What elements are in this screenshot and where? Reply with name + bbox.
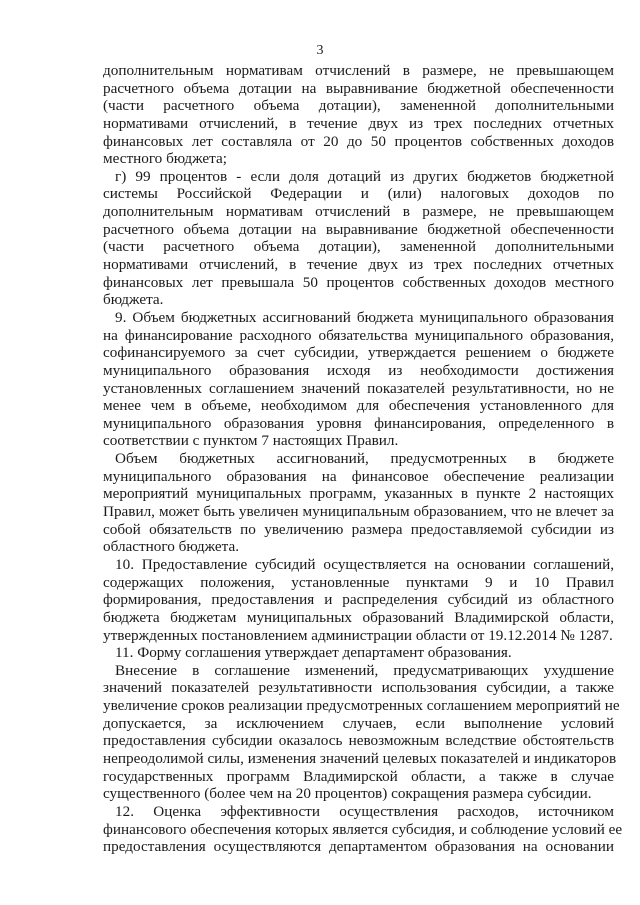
text-line: 9. Объем бюджетных ассигнований бюджета муниципального образования xyxy=(115,308,614,326)
text-line: Правил, может быть увеличен муниципальным образованием, что не влечет за xyxy=(103,503,614,521)
text-line: системы Российской Федерации и (или) налоговых доходов по xyxy=(103,185,614,203)
text-line: Объем бюджетных ассигнований, предусмотренных в бюджете xyxy=(115,450,614,468)
text-line: финансового обеспечения которых является субсидия, и соблюдение условий ее xyxy=(103,820,623,838)
text-line: непреодолимой силы, изменения значений целевых показателей и индикаторов xyxy=(103,749,617,767)
text-line: дополнительным нормативам отчислений в размере, не превышающем xyxy=(103,203,614,221)
text-line: менее чем в объеме, необходимом для обеспечения установленного для xyxy=(103,397,614,415)
text-line: 11. Форму соглашения утверждает департамент образования. xyxy=(115,644,512,662)
text-line: содержащих положения, установленные пунктами 9 и 10 Правил xyxy=(103,573,614,591)
text-line: предоставления субсидии оказалось невозможным вследствие обстоятельств xyxy=(103,732,614,750)
text-line: областного бюджета. xyxy=(103,538,240,556)
text-line: предоставления осуществляются департаментом образования на основании xyxy=(103,838,614,856)
text-line: формирования, предоставления и распределения субсидий из областного xyxy=(103,591,614,609)
text-line: нормативами отчислений, в течение двух из трех последних отчетных xyxy=(103,114,614,132)
text-line: нормативами отчислений, в течение двух из трех последних отчетных xyxy=(103,256,614,274)
text-line: значений показателей результативности использования субсидии, а также xyxy=(103,679,614,697)
text-line: 10. Предоставление субсидий осуществляется на основании соглашений, xyxy=(115,555,614,573)
text-line: местного бюджета; xyxy=(103,150,227,168)
text-line: расчетного объема дотации на выравнивание бюджетной обеспеченности xyxy=(103,79,614,97)
text-line: на финансирование расходного обязательства муниципального образования, xyxy=(103,326,614,344)
text-line: расчетного объема дотации на выравнивание бюджетной обеспеченности xyxy=(103,220,614,238)
page-number: 3 xyxy=(316,43,324,58)
text-line: увеличение сроков реализации предусмотренных соглашением мероприятий не xyxy=(103,697,620,715)
text-line: финансовых лет превышала 50 процентов собственных доходов местного xyxy=(103,273,614,291)
text-line: финансовых лет составляла от 20 до 50 процентов собственных доходов xyxy=(103,132,614,150)
text-line: бюджета. xyxy=(103,291,164,309)
text-line: установленных соглашением значений показателей результативности, но не xyxy=(103,379,614,397)
text-line: существенного (более чем на 20 процентов) сокращения размера субсидии. xyxy=(103,785,592,803)
text-line: собой обязательств по увеличению размера предоставляемой субсидии из xyxy=(103,520,614,538)
text-line: 12. Оценка эффективности осуществления расходов, источником xyxy=(115,802,614,820)
text-line: утвержденных постановлением администрации области от 19.12.2014 № 1287. xyxy=(103,626,613,644)
text-line: мероприятий муниципальных программ, указанных в пункте 2 настоящих xyxy=(103,485,614,503)
text-line: (части расчетного объема дотации), замененной дополнительными xyxy=(103,238,614,256)
text-line: Внесение в соглашение изменений, предусматривающих ухудшение xyxy=(115,661,614,679)
text-line: допускается, за исключением случаев, если выполнение условий xyxy=(103,714,614,732)
text-line: дополнительным нормативам отчислений в размере, не превышающем xyxy=(103,62,614,79)
text-line: (части расчетного объема дотации), замененной дополнительными xyxy=(103,97,614,115)
document-body xyxy=(103,62,623,856)
text-line: муниципального образования на финансовое обеспечение реализации xyxy=(103,467,614,485)
text-line: бюджета бюджетам муниципальных образований Владимирской области, xyxy=(103,608,614,626)
text-line: софинансируемого за счет субсидии, утверждается решением о бюджете xyxy=(103,344,614,362)
text-line: муниципального образования исходя из необходимости достижения xyxy=(103,361,614,379)
text-line: муниципального образования уровня финансирования, определенного в xyxy=(103,414,614,432)
text-line: г) 99 процентов - если доля дотаций из других бюджетов бюджетной xyxy=(115,167,614,185)
text-line: государственных программ Владимирской области, а также в случае xyxy=(103,767,614,785)
text-line: соответствии с пунктом 7 настоящих Правил. xyxy=(103,432,399,450)
